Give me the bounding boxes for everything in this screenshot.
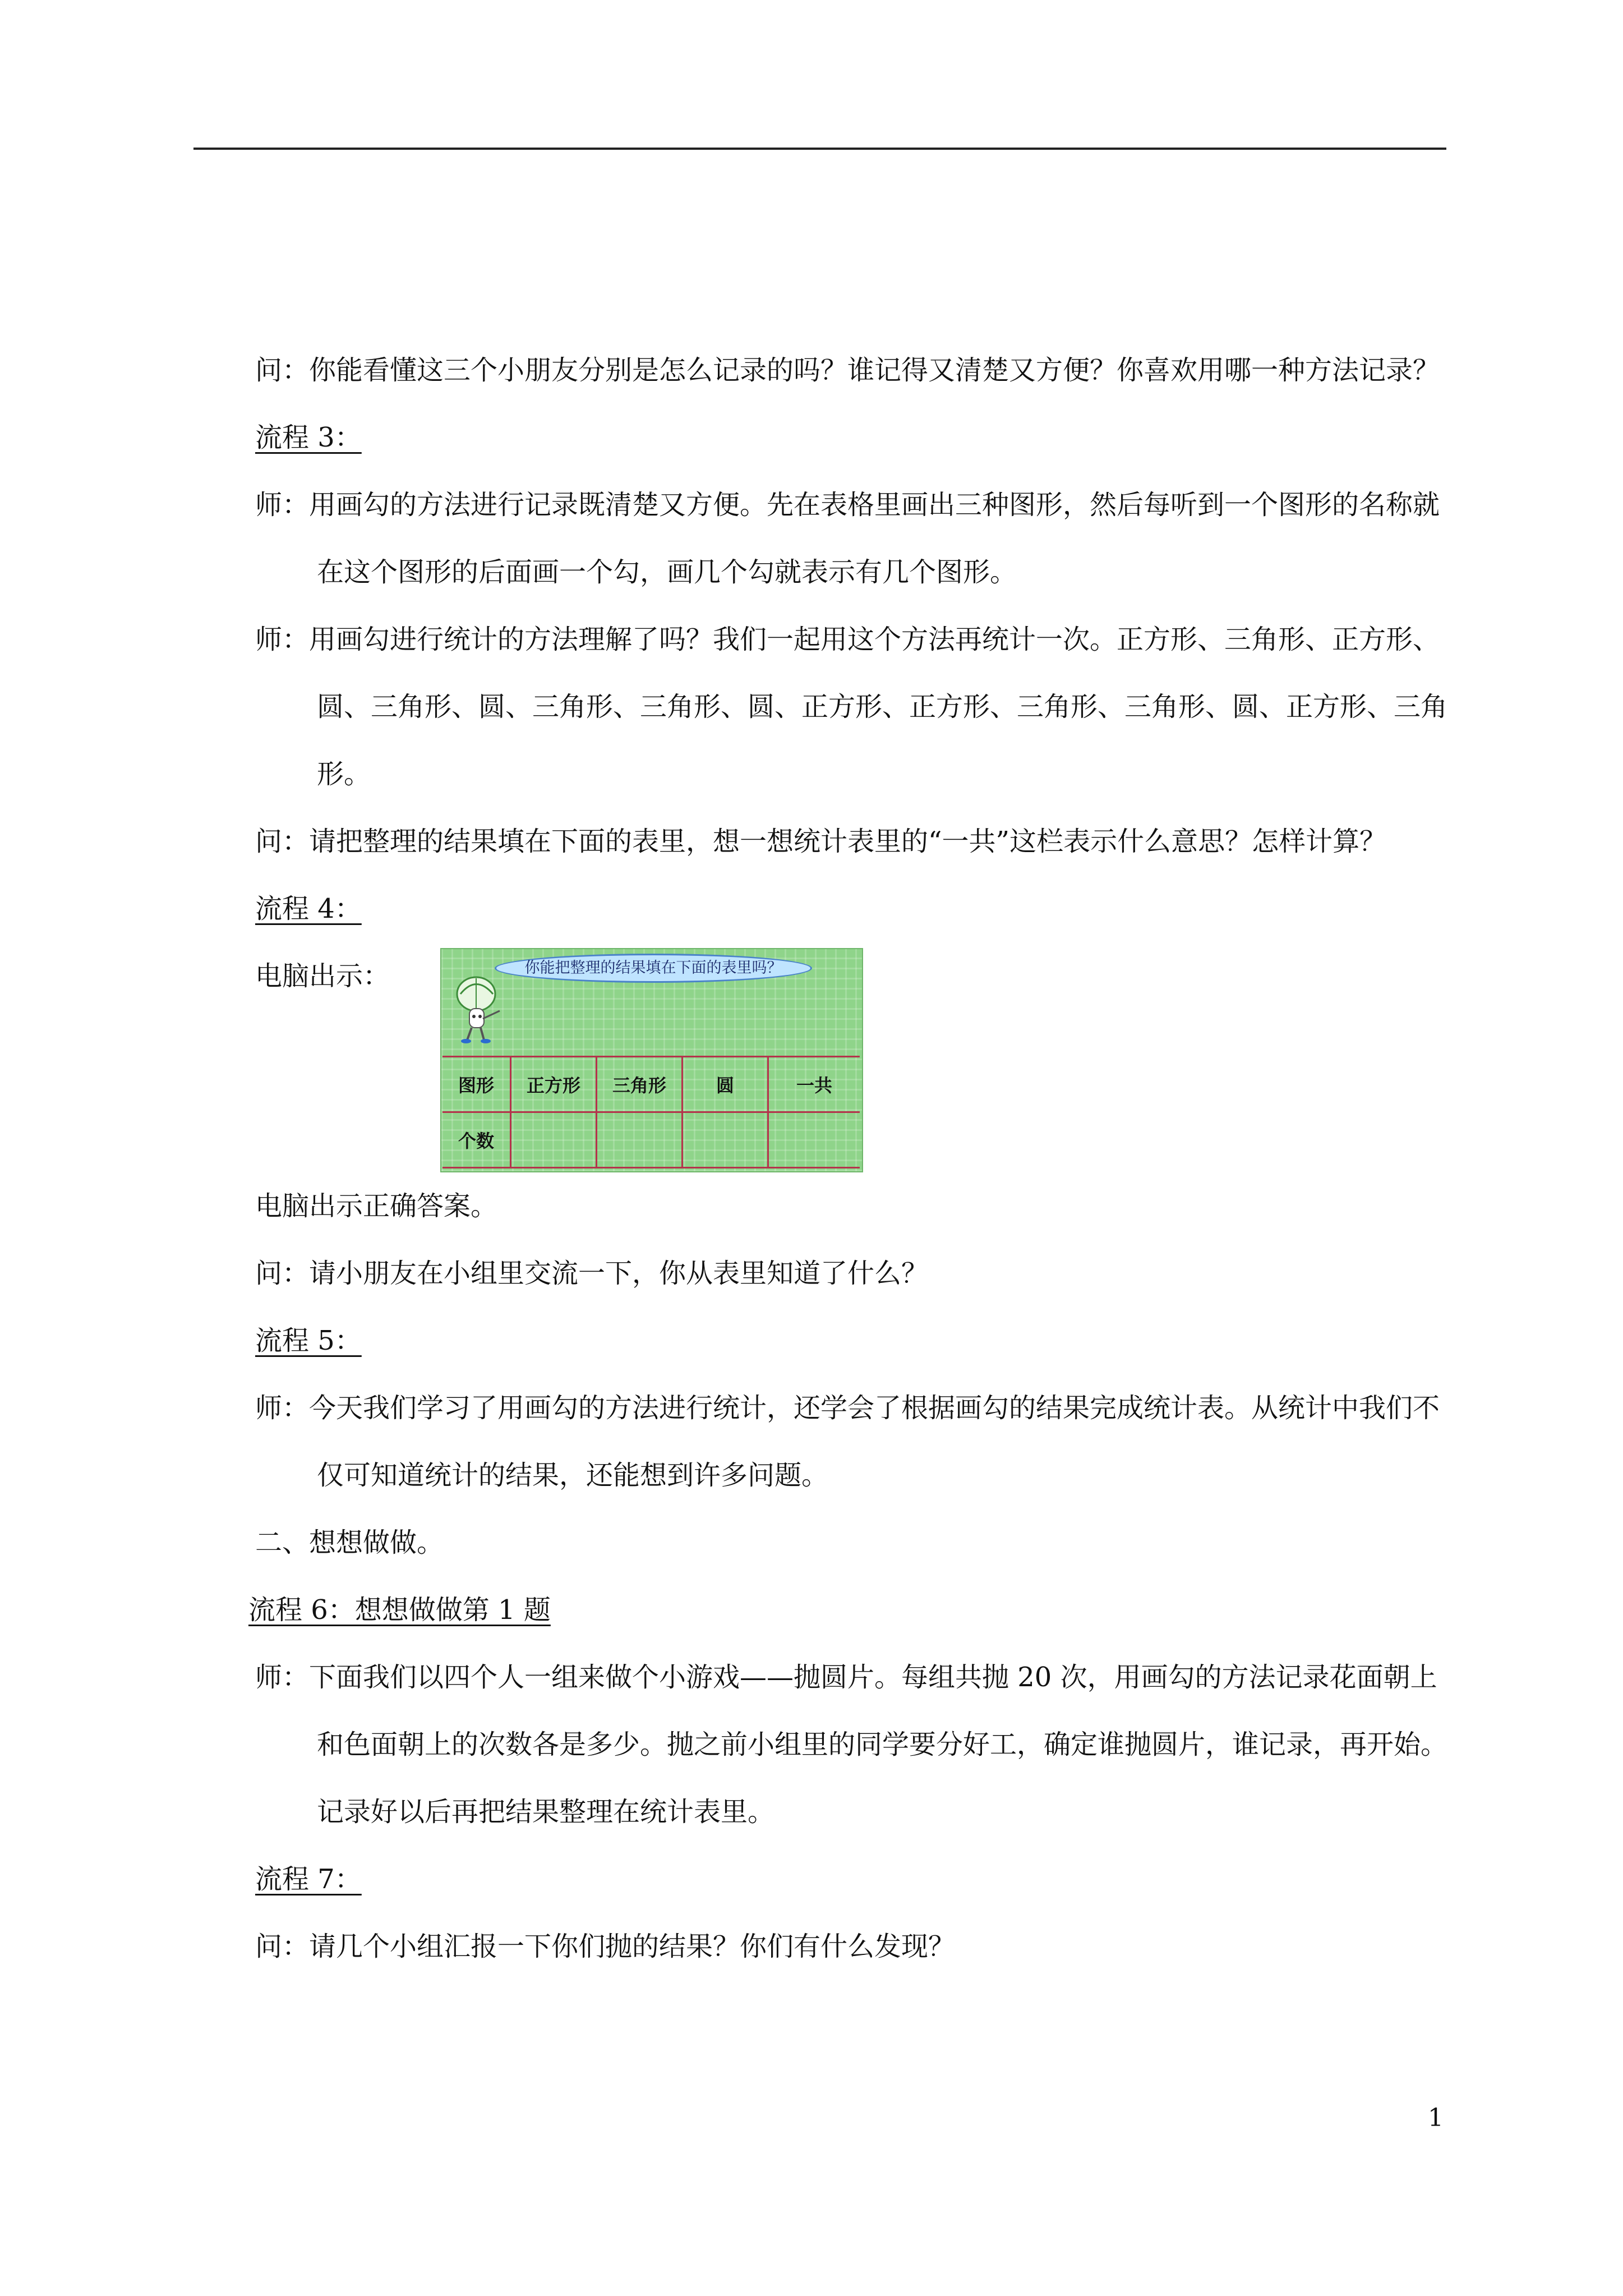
table-row-label: 个数 (442, 1112, 511, 1168)
table-header-cell: 三角形 (597, 1057, 683, 1112)
paragraph: 电脑出示正确答案。 (255, 1190, 498, 1222)
section-heading (255, 875, 1450, 942)
section-heading (255, 404, 1450, 471)
paragraph: 师：用画勾进行统计的方法理解了吗？我们一起用这个方法再统计一次。正方形、三角形、正方形、圆、三角形、圆、三角形、三角形、圆、正方形、正方形、三角形、三角形、圆、正方形、三角形。 (255, 624, 1448, 790)
header-rule (193, 148, 1446, 150)
page-number: 1 (1428, 2104, 1444, 2132)
paragraph: 问：请几个小组汇报一下你们抛的结果？你们有什么发现？ (255, 1931, 956, 1962)
table-cell (511, 1112, 597, 1168)
heading-text: 流程 5： (255, 1325, 362, 1356)
cabbage-mascot-icon (448, 972, 513, 1045)
paragraph: 问：请把整理的结果填在下面的表里，想一想统计表里的“一共”这栏表示什么意思？怎样计算？ (255, 826, 1387, 857)
paragraph: 二、想想做做。 (255, 1527, 444, 1558)
paragraph: 电脑出示： (255, 960, 390, 992)
heading-text: 流程 7： (255, 1864, 362, 1895)
heading-text: 流程 3： (255, 422, 362, 453)
paragraph: 师：用画勾的方法进行记录既清楚又方便。先在表格里画出三种图形，然后每听到一个图形的名称就在这个图形的后面画一个勾，画几个勾就表示有几个图形。 (255, 489, 1440, 588)
table-row (442, 1112, 860, 1168)
table-header-cell: 圆 (683, 1057, 768, 1112)
heading-text: 流程 4： (255, 893, 362, 924)
table-header-cell: 一共 (768, 1057, 860, 1112)
section-heading (255, 1307, 1450, 1374)
table-cell (683, 1112, 768, 1168)
paragraph: 师：今天我们学习了用画勾的方法进行统计，还学会了根据画勾的结果完成统计表。从统计中我们不仅可知道统计的结果，还能想到许多问题。 (255, 1392, 1440, 1491)
table-header-cell: 正方形 (511, 1057, 597, 1112)
heading-text: 流程 6：想想做做第 1 题 (248, 1594, 551, 1626)
section-heading (248, 1576, 1450, 1644)
statistics-table-figure (440, 948, 863, 1172)
tally-table (442, 1056, 860, 1168)
paragraph: 问：请小朋友在小组里交流一下，你从表里知道了什么？ (255, 1258, 929, 1289)
document-body (248, 337, 1450, 1980)
table-header-cell: 图形 (442, 1057, 511, 1112)
paragraph: 问：你能看懂这三个小朋友分别是怎么记录的吗？谁记得又清楚又方便？你喜欢用哪一种方法记录？ (255, 355, 1440, 386)
table-header-row (442, 1057, 860, 1112)
table-cell (597, 1112, 683, 1168)
figure-row (255, 942, 1450, 1172)
section-heading (255, 1846, 1450, 1913)
speech-bubble: 你能把整理的结果填在下面的表里吗？ (495, 954, 812, 983)
table-cell (768, 1112, 860, 1168)
paragraph: 师：下面我们以四个人一组来做个小游戏——抛圆片。每组共抛 20 次，用画勾的方法记录花面朝上和色面朝上的次数各是多少。抛之前小组里的同学要分好工，确定谁抛圆片，谁记录，再开始。记录好以后再把结果整理在统计表里。 (255, 1662, 1448, 1828)
